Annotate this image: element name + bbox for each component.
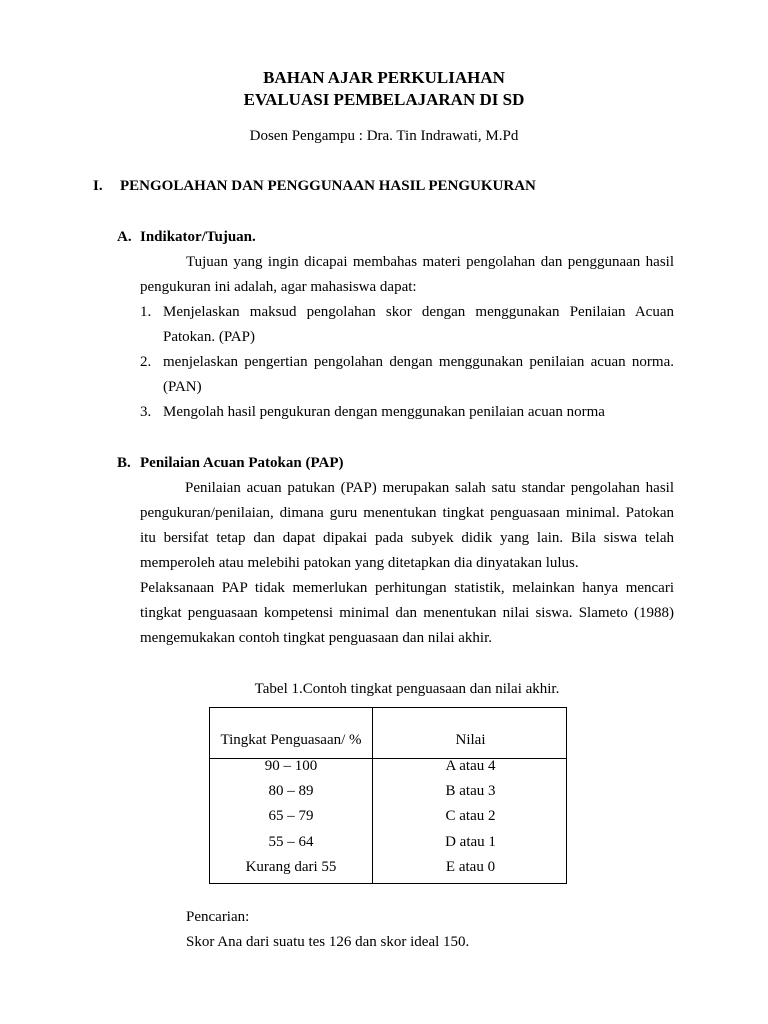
table-cell-grade: A atau 4 bbox=[445, 758, 496, 774]
subB-para1-line4: memperoleh atau melebihi patokan yang ditetapkan dia dinyatakan lulus. bbox=[140, 555, 579, 571]
table-cell-grade: E atau 0 bbox=[445, 859, 496, 875]
table-cell-grade: C atau 2 bbox=[445, 808, 496, 824]
subB-label: B. bbox=[117, 455, 131, 471]
doc-title-line2: EVALUASI PEMBELAJARAN DI SD bbox=[243, 90, 525, 109]
grade-table bbox=[209, 707, 567, 884]
subA-item2-number: 2. bbox=[140, 354, 152, 370]
table-caption: Tabel 1.Contoh tingkat penguasaan dan nilai akhir. bbox=[254, 681, 560, 697]
subA-label: A. bbox=[117, 229, 132, 245]
subA-item3-line1: Mengolah hasil pengukuran dengan menggunakan penilaian acuan norma bbox=[163, 404, 605, 420]
section1-title: PENGOLAHAN DAN PENGGUNAAN HASIL PENGUKURAN bbox=[120, 178, 536, 194]
table-header-mastery: Tingkat Penguasaan/ % bbox=[220, 732, 362, 748]
table-cell-grade: B atau 3 bbox=[445, 783, 496, 799]
subA-item1-line2: Patokan. (PAP) bbox=[163, 329, 255, 345]
subA-item1-line1: Menjelaskan maksud pengolahan skor dengan menggunakan Penilaian Acuan bbox=[163, 304, 674, 320]
table-cell-grade: D atau 1 bbox=[445, 834, 496, 850]
subA-title: Indikator/Tujuan. bbox=[140, 229, 256, 245]
table-cell-range: 80 – 89 bbox=[268, 783, 314, 799]
table-cell-range: Kurang dari 55 bbox=[245, 859, 337, 875]
subB-para1-line3: itu bersifat tetap dan dapat dipakai pada subyek didik yang lain. Bila siswa telah bbox=[140, 530, 674, 546]
table-cell-range: 90 – 100 bbox=[264, 758, 318, 774]
table-cell-range: 55 – 64 bbox=[268, 834, 314, 850]
subB-para1-line2: pengukuran/penilaian, dimana guru menentukan tingkat penguasaan minimal. Patokan bbox=[140, 505, 674, 521]
subA-intro-line2: pengukuran ini adalah, agar mahasiswa dapat: bbox=[140, 279, 417, 295]
search-heading: Pencarian: bbox=[186, 909, 250, 925]
table-header-grade: Nilai bbox=[455, 732, 486, 748]
example-statement: Skor Ana dari suatu tes 126 dan skor ideal 150. bbox=[186, 934, 470, 950]
subB-title: Penilaian Acuan Patokan (PAP) bbox=[140, 455, 344, 471]
subB-para2-line3: mengemukakan contoh tingkat penguasaan dan nilai akhir. bbox=[140, 630, 492, 646]
subA-intro-line1: Tujuan yang ingin dicapai membahas materi pengolahan dan penggunaan hasil bbox=[186, 254, 674, 270]
subA-item1-number: 1. bbox=[140, 304, 152, 320]
subA-item2-line1: menjelaskan pengertian pengolahan dengan menggunakan penilaian acuan norma. bbox=[163, 354, 674, 370]
doc-title-line1: BAHAN AJAR PERKULIAHAN bbox=[263, 68, 505, 87]
subB-para2-line1: Pelaksanaan PAP tidak memerlukan perhitungan statistik, melainkan hanya mencari bbox=[140, 580, 674, 596]
subA-item3-number: 3. bbox=[140, 404, 152, 420]
subA-item2-line2: (PAN) bbox=[163, 379, 202, 395]
section1-number: I. bbox=[93, 178, 103, 194]
lecturer-line: Dosen Pengampu : Dra. Tin Indrawati, M.Pd bbox=[249, 128, 519, 144]
subB-para1-line1: Penilaian acuan patukan (PAP) merupakan salah satu standar pengolahan hasil bbox=[185, 480, 674, 496]
table-cell-range: 65 – 79 bbox=[268, 808, 314, 824]
subB-para2-line2: tingkat penguasaan kompetensi minimal dan menentukan nilai siswa. Slameto (1988) bbox=[140, 605, 674, 621]
